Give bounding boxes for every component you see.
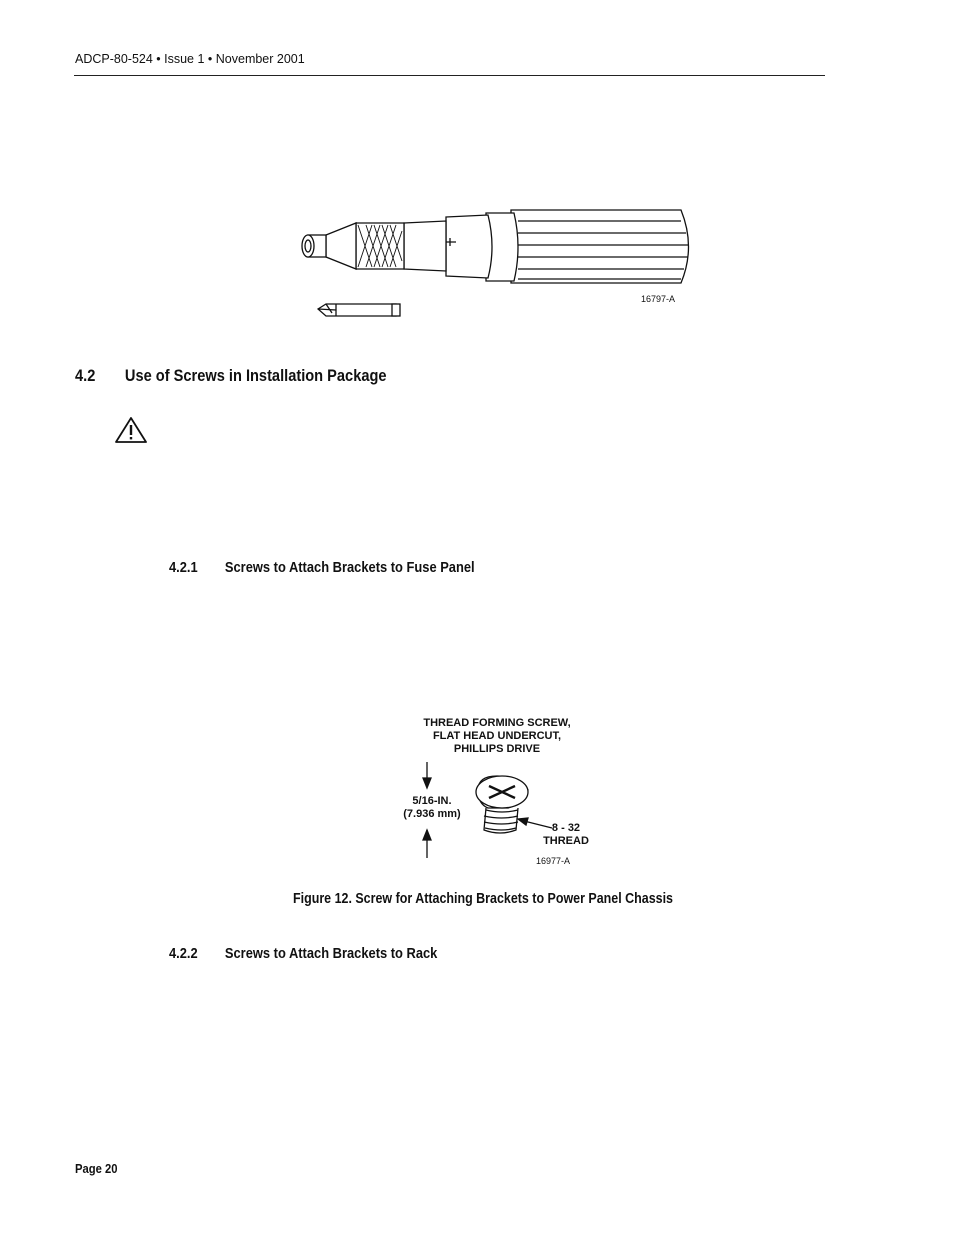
label-line: 5/16-IN. [412, 795, 452, 807]
figure-caption: Figure 12. Screw for Attaching Brackets to Power Panel Chassis [293, 891, 673, 907]
section-heading-4-2 [75, 366, 387, 386]
section-title: Screws to Attach Brackets to Fuse Panel [224, 559, 475, 576]
warning-icon [114, 416, 148, 449]
header-divider [74, 75, 825, 76]
section-number: 4.2.2 [169, 945, 198, 962]
screw-type-label [412, 717, 582, 756]
dimension-label [398, 795, 466, 821]
section-title: Use of Screws in Installation Package [124, 366, 387, 385]
screwdriver-figure [296, 205, 696, 325]
screwdriver-illustration [296, 205, 696, 325]
section-title: Screws to Attach Brackets to Rack [224, 945, 438, 962]
figure-id: 16977-A [536, 856, 571, 866]
thread-label [538, 822, 594, 848]
label-line: (7.936 mm) [403, 808, 461, 820]
label-line: PHILLIPS DRIVE [453, 743, 541, 755]
label-line: FLAT HEAD UNDERCUT, [432, 730, 562, 742]
section-heading-4-2-2 [169, 945, 437, 962]
section-number: 4.2.1 [169, 559, 198, 576]
section-number: 4.2 [75, 366, 96, 385]
label-line: THREAD FORMING SCREW, [423, 717, 571, 729]
section-heading-4-2-1 [169, 559, 475, 576]
page-number: Page 20 [75, 1162, 118, 1176]
label-line: 8 - 32 [551, 822, 581, 834]
document-header: ADCP-80-524 • Issue 1 • November 2001 [75, 52, 305, 66]
label-line: THREAD [543, 835, 589, 847]
figure-id: 16797-A [641, 294, 676, 304]
